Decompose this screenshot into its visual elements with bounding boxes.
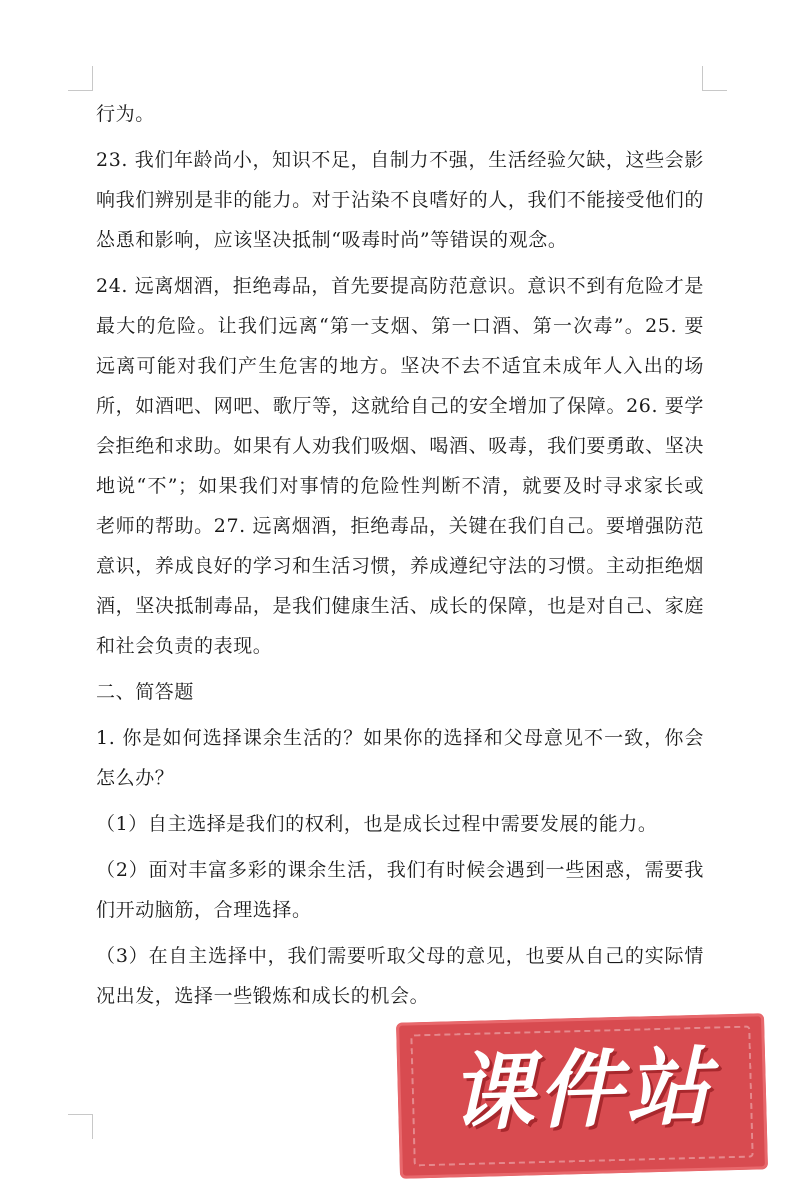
page-corner-mark-bottom-left	[68, 1114, 93, 1139]
watermark-stamp	[396, 1013, 768, 1179]
paragraph-items-24-27: 24. 远离烟酒，拒绝毒品，首先要提高防范意识。意识不到有危险才是最大的危险。让我们远离“第一支烟、第一口酒、第一次毒”。25. 要远离可能对我们产生危害的地方。坚决不去不适宜未成年人入出的场所，如酒吧、网吧、歌厅等，这就给自己的安全增加了保障。26. 要学会拒绝和求助。如果有人劝我们吸烟、喝酒、吸毒，我们要勇敢、坚决地说“不”；如果我们对事情的危险性判断不清，就要及时寻求家长或老师的帮助。27. 远离烟酒，拒绝毒品，关键在我们自己。要增强防范意识，养成良好的学习和生活习惯，养成遵纪守法的习惯。主动拒绝烟酒，坚决抵制毒品，是我们健康生活、成长的保障，也是对自己、家庭和社会负责的表现。	[96, 275, 704, 657]
document-body	[96, 94, 704, 1022]
paragraph-continuation: 行为。	[96, 103, 155, 125]
question-1: 1. 你是如何选择课余生活的？如果你的选择和父母意见不一致，你会怎么办？	[96, 727, 704, 789]
page-corner-mark-top-left	[68, 66, 93, 91]
answer-3: （3）在自主选择中，我们需要听取父母的意见，也要从自己的实际情况出发，选择一些锻炼和成长的机会。	[96, 945, 704, 1007]
page-corner-mark-top-right	[702, 66, 727, 91]
watermark-logo-text: 课件站	[448, 1037, 716, 1143]
paragraph-item-23: 23. 我们年龄尚小，知识不足，自制力不强，生活经验欠缺，这些会影响我们辨别是非的能力。对于沾染不良嗜好的人，我们不能接受他们的怂恿和影响，应该坚决抵制“吸毒时尚”等错误的观念。	[96, 149, 704, 251]
answer-2: （2）面对丰富多彩的课余生活，我们有时候会遇到一些困惑，需要我们开动脑筋，合理选择。	[96, 859, 704, 921]
answer-1: （1）自主选择是我们的权利，也是成长过程中需要发展的能力。	[96, 813, 658, 835]
section-heading: 二、简答题	[96, 681, 195, 703]
